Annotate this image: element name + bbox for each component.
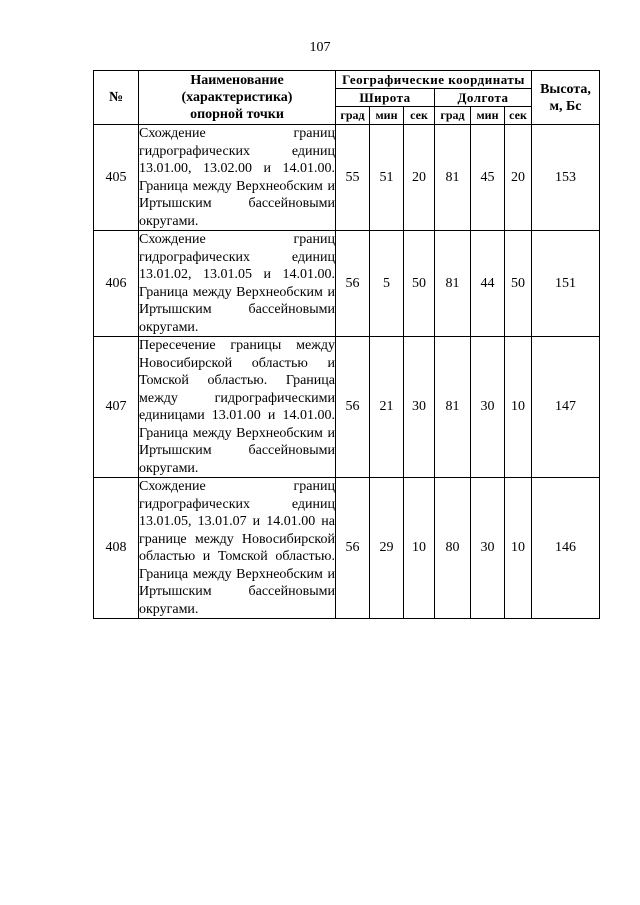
row-height: 146: [532, 478, 600, 619]
row-lat-sec: 20: [404, 125, 435, 231]
col-header-name: [139, 71, 336, 125]
row-name: Схождение границ гидрографических единиц 13.01.02, 13.01.05 и 14.01.00. Граница между Верхнеобским и Иртышским бассейновыми округами.: [139, 232, 335, 335]
row-lat-sec: 50: [404, 231, 435, 337]
col-header-longitude: Долгота: [435, 89, 532, 107]
col-header-lat-min: мин: [370, 107, 404, 125]
col-header-lon-min: мин: [471, 107, 505, 125]
row-lat-deg: 56: [336, 337, 370, 478]
row-lat-deg: 55: [336, 125, 370, 231]
row-lat-min: 5: [370, 231, 404, 337]
row-lon-deg: 81: [435, 337, 471, 478]
row-lon-min: 30: [471, 478, 505, 619]
row-number: 408: [94, 478, 139, 619]
table-row: [94, 337, 600, 478]
row-lon-deg: 81: [435, 231, 471, 337]
page-number: 107: [309, 40, 331, 55]
row-lat-sec: 10: [404, 478, 435, 619]
col-header-height-line2: м, Бс: [549, 98, 582, 114]
col-header-latitude: Широта: [336, 89, 435, 107]
col-header-name-line1: Наименование: [190, 73, 284, 88]
reference-points-table: [93, 70, 600, 619]
col-header-name-line2: (характеристика): [181, 90, 293, 105]
row-lon-deg: 81: [435, 125, 471, 231]
row-lon-sec: 10: [505, 337, 532, 478]
col-header-lat-sec: сек: [404, 107, 435, 125]
table-row: [94, 125, 600, 231]
row-lon-sec: 50: [505, 231, 532, 337]
row-lon-min: 45: [471, 125, 505, 231]
col-header-geo-coordinates: Географические координаты: [336, 71, 532, 89]
col-header-number: №: [94, 71, 139, 125]
col-header-height-line1: Высота,: [540, 81, 591, 97]
row-name: Схождение границ гидрографических единиц 13.01.00, 13.02.00 и 14.01.00. Граница между Верхнеобским и Иртышским бассейновыми округами.: [139, 126, 335, 229]
row-number: 406: [94, 231, 139, 337]
row-lat-deg: 56: [336, 478, 370, 619]
row-lon-min: 30: [471, 337, 505, 478]
row-lon-min: 44: [471, 231, 505, 337]
col-header-lon-sec: сек: [505, 107, 532, 125]
row-lat-min: 51: [370, 125, 404, 231]
row-lon-sec: 20: [505, 125, 532, 231]
row-lon-deg: 80: [435, 478, 471, 619]
row-lat-deg: 56: [336, 231, 370, 337]
col-header-height: [532, 71, 600, 125]
col-header-lat-deg: град: [336, 107, 370, 125]
row-lat-sec: 30: [404, 337, 435, 478]
row-height: 147: [532, 337, 600, 478]
row-height: 151: [532, 231, 600, 337]
row-number: 405: [94, 125, 139, 231]
table-row: [94, 478, 600, 619]
row-lat-min: 29: [370, 478, 404, 619]
row-height: 153: [532, 125, 600, 231]
row-lon-sec: 10: [505, 478, 532, 619]
row-name: Пересечение границы между Новосибирской областью и Томской областью. Граница между гидрографическими единицами 13.01.00 и 14.01.00. Граница между Верхнеобским и Иртышским бассейновыми округами.: [139, 338, 335, 476]
col-header-lon-deg: град: [435, 107, 471, 125]
row-number: 407: [94, 337, 139, 478]
table-row: [94, 231, 600, 337]
row-name: Схождение границ гидрографических единиц 13.01.05, 13.01.07 и 14.01.00 на границе между Новосибирской областью и Томской областью. Граница между Верхнеобским и Иртышским бассейновыми округами.: [139, 479, 335, 617]
col-header-name-line3: опорной точки: [190, 107, 284, 122]
row-lat-min: 21: [370, 337, 404, 478]
